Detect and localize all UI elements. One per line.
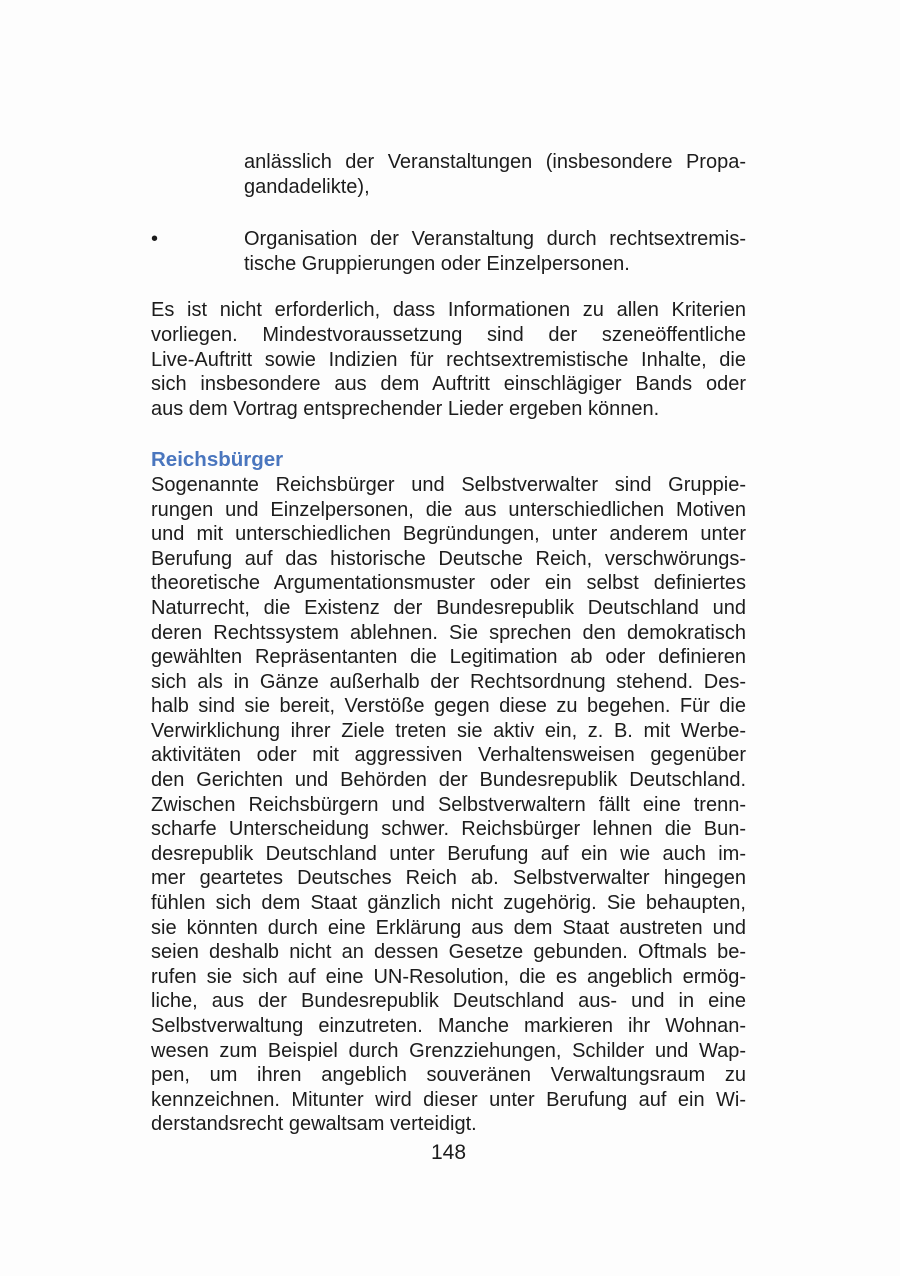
text-line: sie könnten durch eine Erklärung aus dem Staat austreten und [151,916,746,939]
text-line: gewählten Repräsentanten die Legitimation ab oder definieren [151,646,746,669]
text-line: scharfe Unterscheidung schwer. Reichsbürger lehnen die Bun- [151,818,746,841]
text-line: rungen und Einzelpersonen, die aus unterschiedlichen Motiven [151,498,746,521]
text-line: halb sind sie bereit, Verstöße gegen diese zu begehen. Für die [151,695,746,718]
text-line: desrepublik Deutschland unter Berufung auf ein wie auch im- [151,842,746,865]
text-line: sich insbesondere aus dem Auftritt einschlägiger Bands oder [151,373,746,396]
paragraph-criteria [151,298,746,421]
text-line: kennzeichnen. Mitunter wird dieser unter Berufung auf ein Wi- [151,1088,746,1111]
text-line: gandadelikte), [244,175,370,198]
document-page [151,0,746,1166]
text-line: Verwirklichung ihrer Ziele treten sie aktiv ein, z. B. mit Werbe- [151,719,746,742]
text-line: aus dem Vortrag entsprechender Lieder ergeben können. [151,397,660,420]
text-line: pen, um ihren angeblich souveränen Verwaltungsraum zu [151,1064,746,1087]
text-line: Selbstverwaltung einzutreten. Manche markieren ihr Wohnan- [151,1015,746,1037]
text-line: Organisation der Veranstaltung durch rechtsextremis- [244,228,746,251]
paragraph-reichsbuerger [151,473,746,1137]
text-line: den Gerichten und Behörden der Bundesrepublik Deutschland. [151,769,746,792]
text-line: aktivitäten oder mit aggressiven Verhaltensweisen gegenüber [151,744,746,767]
bullet-icon: • [151,228,159,251]
text-line: rufen sie sich auf eine UN-Resolution, die es angeblich ermög- [151,965,746,988]
text-line: Live-Auftritt sowie Indizien für rechtsextremistische Inhalte, die [151,348,746,371]
text-line: sich als in Gänze außerhalb der Rechtsordnung stehend. Des- [151,670,746,693]
text-line: fühlen sich dem Staat gänzlich nicht zugehörig. Sie behaupten, [151,892,746,915]
text-line: deren Rechtssystem ablehnen. Sie sprechen den demokratisch [151,621,746,644]
text-line: Zwischen Reichsbürgern und Selbstverwaltern fällt eine trenn- [151,793,746,816]
text-line: liche, aus der Bundesrepublik Deutschland aus- und in eine [151,990,746,1013]
list-item-text [244,227,746,276]
text-line: Berufung auf das historische Deutsche Reich, verschwörungs- [151,547,746,570]
text-line: derstandsrecht gewaltsam verteidigt. [151,1113,477,1136]
text-line: mer geartetes Deutsches Reich ab. Selbstverwalter hingegen [151,867,746,890]
text-line: vorliegen. Mindestvoraussetzung sind der szeneöffentliche [151,323,746,346]
section-heading-reichsbuerger: Reichsbürger [151,448,284,472]
list-item [151,227,746,276]
text-line: tische Gruppierungen oder Einzelpersonen. [244,252,630,275]
text-line: seien deshalb nicht an dessen Gesetze gebunden. Oftmals be- [151,941,746,964]
text-line: wesen zum Beispiel durch Grenzziehungen, Schilder und Wap- [151,1039,746,1062]
text-line: Sogenannte Reichsbürger und Selbstverwalter sind Gruppie- [151,473,746,496]
list-item-continuation [244,150,746,199]
text-line: theoretische Argumentationsmuster oder ein selbst definiertes [151,572,746,595]
text-line: anlässlich der Veranstaltungen (insbesondere Propa- [244,151,746,173]
text-line: und mit unterschiedlichen Begründungen, unter anderem unter [151,523,746,546]
text-line: Es ist nicht erforderlich, dass Informationen zu allen Kriterien [151,299,746,322]
text-line: Naturrecht, die Existenz der Bundesrepublik Deutschland und [151,596,746,619]
page-number: 148 [430,1140,467,1164]
